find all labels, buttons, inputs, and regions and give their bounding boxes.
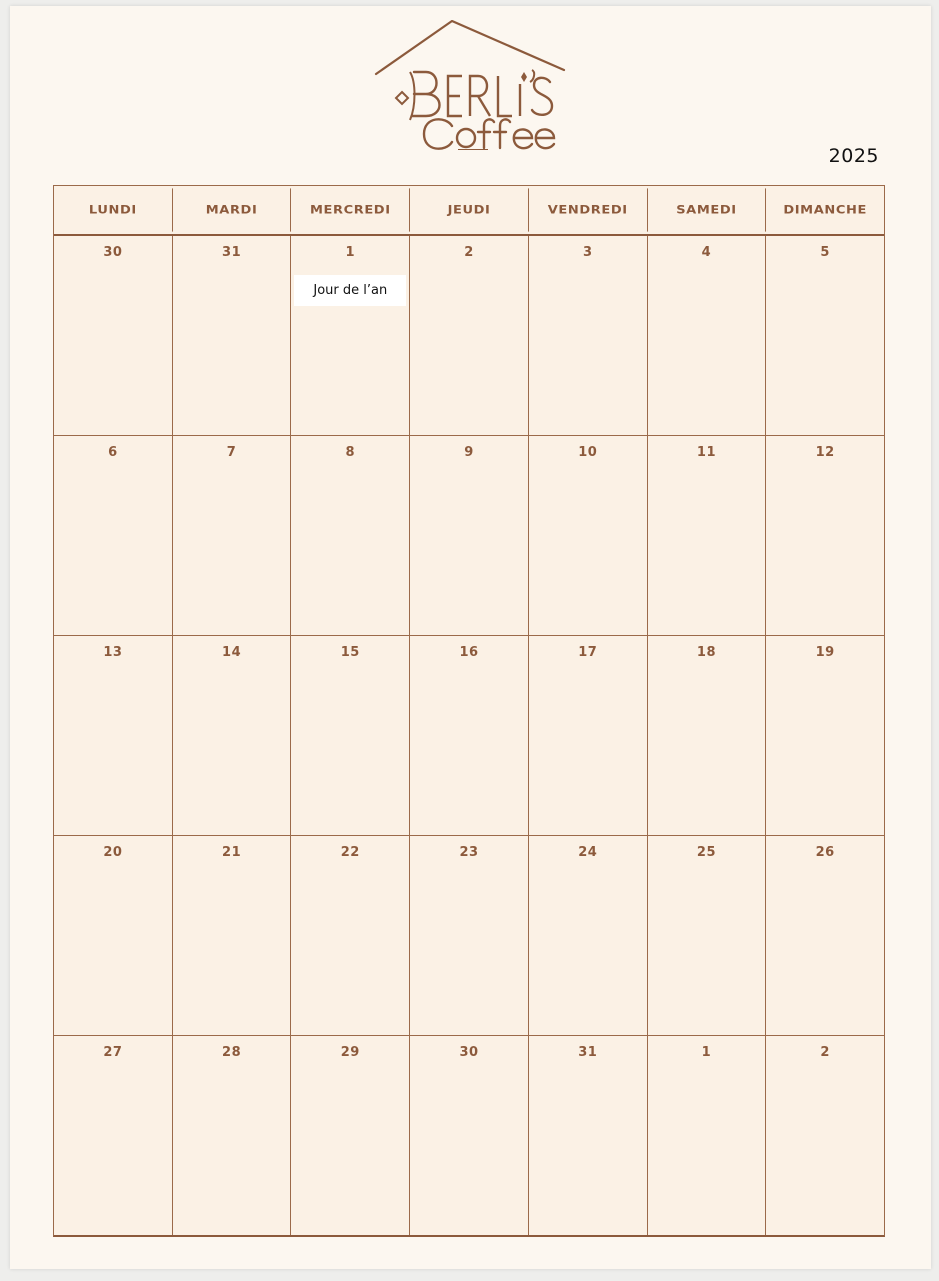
day-number: 20 (103, 845, 123, 860)
day-cell[interactable] (291, 1036, 410, 1235)
day-cell[interactable] (410, 1036, 529, 1235)
day-cell[interactable] (54, 436, 173, 635)
day-cell[interactable] (173, 1036, 292, 1235)
day-cell[interactable] (173, 636, 292, 835)
day-number: 7 (226, 445, 237, 460)
day-cell[interactable] (54, 636, 173, 835)
weekday-friday: VENDREDI (529, 188, 648, 231)
day-number: 19 (815, 645, 835, 660)
day-number: 10 (578, 445, 598, 460)
weekday-tuesday: MARDI (173, 188, 292, 231)
day-number: 18 (696, 645, 716, 660)
week-row (54, 1036, 884, 1235)
day-cell[interactable] (173, 836, 292, 1035)
day-number: 24 (578, 845, 598, 860)
day-cell[interactable] (766, 436, 884, 635)
week-row (54, 836, 884, 1036)
day-cell[interactable] (648, 436, 767, 635)
day-cell[interactable] (410, 636, 529, 835)
day-cell[interactable] (54, 836, 173, 1035)
calendar-page (10, 6, 931, 1269)
day-cell[interactable] (529, 836, 648, 1035)
day-number: 1 (345, 245, 356, 260)
berlis-coffee-logo (374, 20, 580, 150)
day-cell[interactable] (173, 436, 292, 635)
day-cell[interactable] (648, 836, 767, 1035)
day-number: 11 (696, 445, 716, 460)
day-number: 3 (582, 245, 593, 260)
day-cell[interactable] (529, 636, 648, 835)
day-number: 21 (222, 845, 242, 860)
day-number: 22 (340, 845, 360, 860)
day-cell[interactable] (766, 636, 884, 835)
day-number: 4 (701, 245, 712, 260)
day-number: 2 (820, 1045, 830, 1060)
day-number: 2 (464, 245, 474, 260)
day-cell[interactable] (648, 236, 767, 435)
day-cell[interactable] (648, 636, 767, 835)
day-number: 25 (696, 845, 716, 860)
holiday-event: Jour de l’an (294, 275, 406, 306)
weekday-header-row (54, 186, 884, 236)
weekday-saturday: SAMEDI (648, 188, 767, 231)
day-number: 13 (103, 645, 123, 660)
day-cell[interactable] (410, 236, 529, 435)
week-row (54, 636, 884, 836)
day-cell[interactable] (173, 236, 292, 435)
day-cell[interactable] (291, 836, 410, 1035)
day-cell[interactable] (766, 836, 884, 1035)
week-row (54, 436, 884, 636)
day-cell[interactable] (529, 1036, 648, 1235)
day-cell[interactable] (766, 1036, 884, 1235)
day-number: 26 (815, 845, 835, 860)
day-cell[interactable] (410, 836, 529, 1035)
day-cell[interactable] (529, 436, 648, 635)
day-number: 31 (222, 245, 242, 260)
month-grid (53, 185, 885, 1237)
day-number: 30 (459, 1045, 479, 1060)
day-cell[interactable] (291, 636, 410, 835)
day-number: 15 (340, 645, 360, 660)
day-cell[interactable] (291, 236, 410, 435)
day-cell[interactable] (766, 236, 884, 435)
day-number: 30 (103, 245, 123, 260)
day-cell[interactable] (410, 436, 529, 635)
day-number: 14 (222, 645, 242, 660)
year-label: 2025 (828, 145, 879, 167)
day-number: 5 (820, 245, 830, 260)
day-cell[interactable] (54, 236, 173, 435)
day-number: 29 (340, 1045, 360, 1060)
day-number: 28 (222, 1045, 242, 1060)
weekday-thursday: JEUDI (410, 188, 529, 231)
weekday-wednesday: MERCREDI (291, 188, 410, 231)
day-cell[interactable] (648, 1036, 767, 1235)
weeks-container (54, 236, 884, 1235)
day-number: 17 (578, 645, 598, 660)
day-number: 16 (459, 645, 479, 660)
day-cell[interactable] (291, 436, 410, 635)
day-number: 9 (464, 445, 474, 460)
weekday-monday: LUNDI (54, 188, 173, 231)
day-number: 8 (345, 445, 356, 460)
day-number: 1 (701, 1045, 712, 1060)
day-number: 6 (108, 445, 118, 460)
day-number: 31 (578, 1045, 598, 1060)
day-cell[interactable] (54, 1036, 173, 1235)
day-number: 23 (459, 845, 479, 860)
day-number: 27 (103, 1045, 123, 1060)
day-number: 12 (815, 445, 835, 460)
day-cell[interactable] (529, 236, 648, 435)
week-row (54, 236, 884, 436)
weekday-sunday: DIMANCHE (783, 203, 867, 217)
